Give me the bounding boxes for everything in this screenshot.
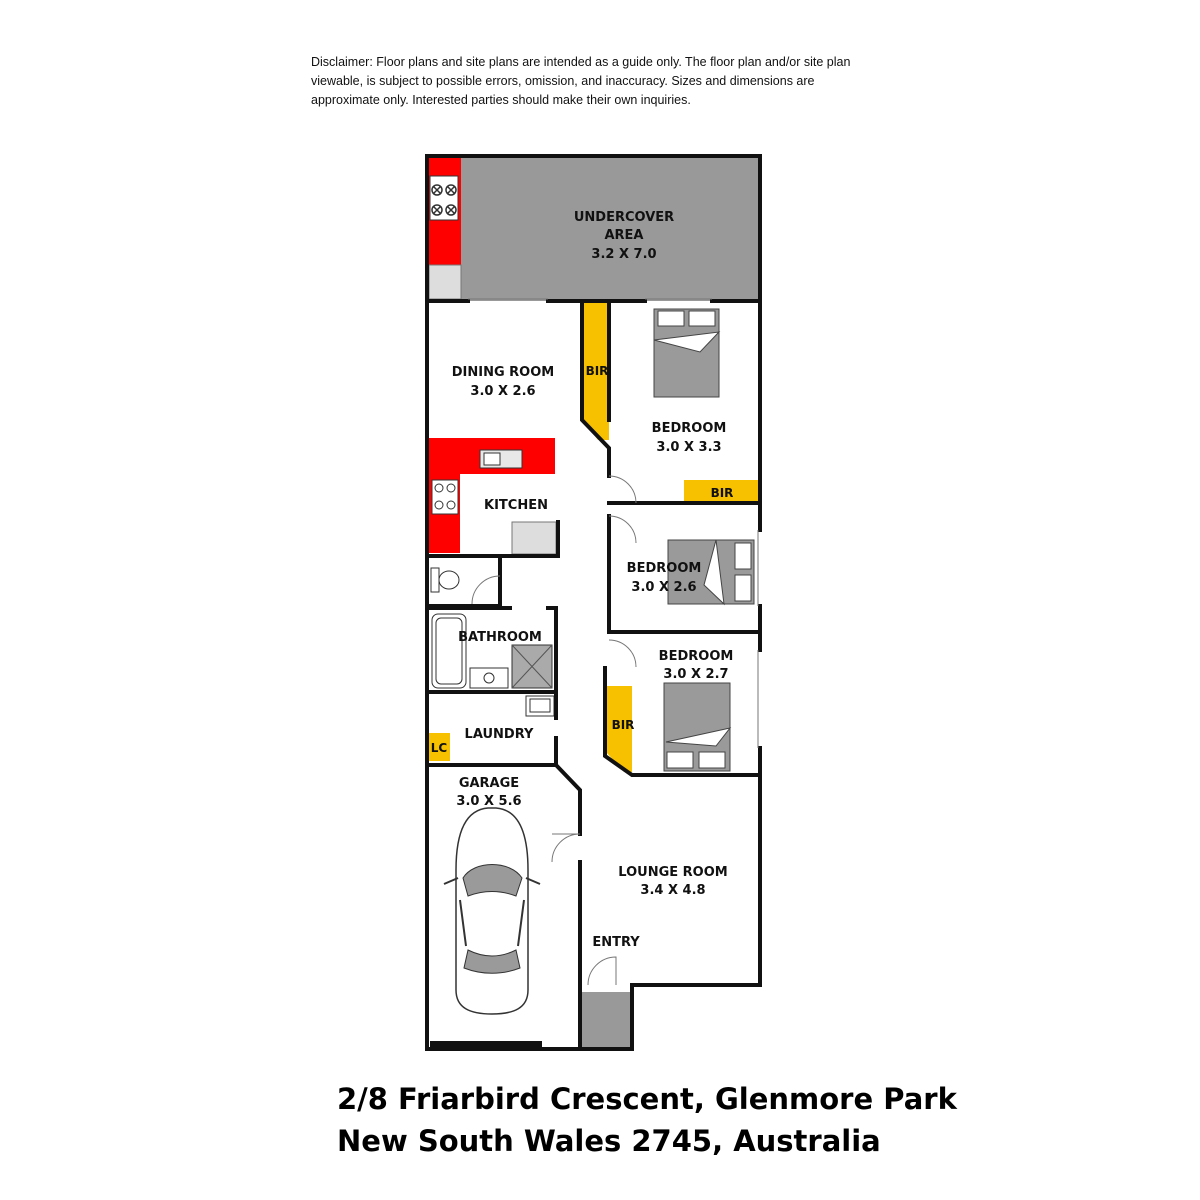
disclaimer-text: Disclaimer: Floor plans and site plans are intended as a guide only. The floor plan and/or site plan viewable, is subject to possible errors, omission, and inaccuracy. Sizes and dimensions are approximate only. Interested parties should make their own inquiries. (311, 55, 851, 107)
bir-3-label: BIR (611, 718, 635, 732)
lounge-room-label: LOUNGE ROOM (618, 865, 728, 880)
garage-label: GARAGE (458, 776, 520, 791)
bir-2-label: BIR (710, 486, 734, 500)
undercover-size: 3.2 X 7.0 (591, 247, 657, 262)
lounge-room-size: 3.4 X 4.8 (640, 883, 706, 898)
bedroom-2-size: 3.0 X 2.6 (631, 580, 697, 595)
address-line-1: 2/8 Friarbird Crescent, Glenmore Park (337, 1082, 957, 1116)
entry-label: ENTRY (592, 935, 640, 950)
bedroom-1-label: BEDROOM (651, 421, 727, 436)
bedroom-2-label: BEDROOM (626, 561, 702, 576)
entry-porch (582, 992, 632, 1047)
bedroom-3-size: 3.0 X 2.7 (663, 667, 729, 682)
vanity-icon (470, 668, 508, 688)
bedroom-3-label: BEDROOM (658, 649, 734, 664)
dining-room-label: DINING ROOM (451, 365, 555, 380)
bedroom-1-size: 3.0 X 3.3 (656, 440, 722, 455)
lc-label: LC (430, 741, 448, 755)
bed-1-icon (654, 309, 719, 397)
dining-room-size: 3.0 X 2.6 (470, 384, 536, 399)
laundry-label: LAUNDRY (464, 727, 534, 742)
outdoor-cupboard (429, 265, 461, 299)
garage-size: 3.0 X 5.6 (456, 794, 522, 809)
kitchen-label: KITCHEN (484, 498, 548, 513)
sink-bowl-icon (484, 453, 500, 465)
bathroom-label: BATHROOM (458, 630, 542, 645)
undercover-label-2: AREA (604, 228, 644, 243)
toilet-icon (431, 568, 459, 592)
address-line-2: New South Wales 2745, Australia (337, 1124, 881, 1158)
fridge-space (512, 522, 556, 554)
undercover-area (427, 156, 760, 301)
car-icon (444, 808, 540, 1014)
undercover-label: UNDERCOVER (573, 210, 675, 225)
bir-1-label: BIR (585, 364, 609, 378)
garage-door (430, 1041, 542, 1049)
bathtub-icon (432, 614, 466, 688)
bed-3-icon (664, 683, 730, 771)
property-address (337, 1078, 957, 1162)
